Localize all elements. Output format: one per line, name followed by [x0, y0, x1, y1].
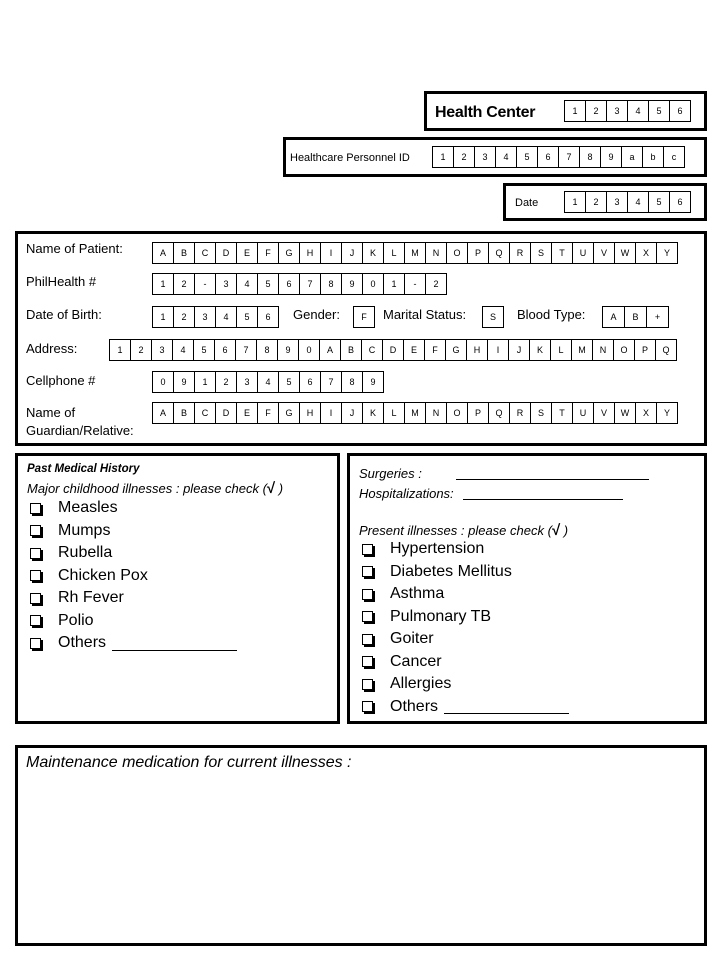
checkbox-icon[interactable] — [362, 656, 373, 667]
char-cell[interactable]: H — [299, 242, 321, 264]
illness-item — [360, 606, 569, 629]
char-cell[interactable]: 6 — [278, 273, 300, 295]
checkbox-icon[interactable] — [30, 548, 41, 559]
char-cell[interactable]: U — [572, 402, 594, 424]
checkbox-icon[interactable] — [30, 593, 41, 604]
gender-label: Gender: — [293, 307, 340, 322]
char-cell[interactable]: c — [663, 146, 685, 168]
char-cell[interactable]: C — [361, 339, 383, 361]
present-subtitle-text: Present illnesses : please check ( — [359, 523, 552, 538]
illness-item — [360, 561, 569, 584]
char-cell[interactable]: J — [508, 339, 530, 361]
personnel-id-box — [283, 137, 707, 177]
char-cell[interactable]: M — [404, 402, 426, 424]
char-cell[interactable]: W — [614, 402, 636, 424]
char-cell[interactable]: Q — [488, 402, 510, 424]
char-cell[interactable]: 7 — [558, 146, 580, 168]
char-cell[interactable]: E — [403, 339, 425, 361]
cellphone-label: Cellphone # — [26, 373, 96, 388]
char-cell[interactable]: P — [467, 242, 489, 264]
char-cell[interactable]: 0 — [298, 339, 320, 361]
illness-item — [360, 628, 569, 651]
char-cell[interactable]: - — [194, 273, 216, 295]
char-cell[interactable]: 3 — [236, 371, 258, 393]
char-cell[interactable]: O — [613, 339, 635, 361]
char-cell[interactable]: 1 — [432, 146, 454, 168]
char-cell[interactable]: 1 — [194, 371, 216, 393]
present-close-paren: ) — [560, 523, 569, 538]
dob-label: Date of Birth: — [26, 307, 102, 322]
char-cell[interactable]: I — [320, 242, 342, 264]
char-cell[interactable]: 6 — [669, 100, 691, 122]
char-cell[interactable]: 1 — [109, 339, 131, 361]
char-cell[interactable]: 4 — [236, 273, 258, 295]
char-cell[interactable]: 1 — [564, 100, 586, 122]
checkbox-icon[interactable] — [362, 544, 373, 555]
char-cell[interactable]: D — [382, 339, 404, 361]
char-cell[interactable]: 5 — [278, 371, 300, 393]
char-cell[interactable]: D — [215, 242, 237, 264]
past-history-close-paren: ) — [275, 481, 284, 496]
char-cell[interactable]: 0 — [152, 371, 174, 393]
char-cell[interactable]: 2 — [130, 339, 152, 361]
char-cell[interactable]: T — [551, 242, 573, 264]
char-cell[interactable]: 0 — [362, 273, 384, 295]
char-cell[interactable]: 2 — [173, 306, 195, 328]
char-cell[interactable]: 6 — [214, 339, 236, 361]
char-cell[interactable]: H — [299, 402, 321, 424]
illness-label: Measles — [58, 499, 118, 517]
char-cell[interactable]: 4 — [627, 191, 649, 213]
char-cell[interactable]: B — [173, 402, 195, 424]
char-cell[interactable]: 6 — [537, 146, 559, 168]
past-history-title: Past Medical History — [27, 463, 140, 475]
guardian-label-line1: Name of — [26, 405, 76, 420]
char-cell[interactable]: G — [278, 402, 300, 424]
char-cell[interactable]: a — [621, 146, 643, 168]
patient-name-label: Name of Patient: — [26, 241, 123, 256]
surgeries-line[interactable] — [456, 465, 649, 480]
check-mark-icon: √ — [266, 480, 276, 497]
char-cell[interactable]: 7 — [320, 371, 342, 393]
philhealth-label: PhilHealth # — [26, 274, 97, 289]
char-cell[interactable]: + — [646, 306, 669, 328]
char-cell[interactable]: F — [257, 402, 279, 424]
past-history-subtitle — [27, 481, 283, 496]
char-cell[interactable]: 4 — [627, 100, 649, 122]
char-cell[interactable]: H — [466, 339, 488, 361]
illness-label: Pulmonary TB — [390, 607, 492, 625]
char-cell[interactable]: 9 — [600, 146, 622, 168]
char-cell[interactable]: 2 — [215, 371, 237, 393]
health-center-label: Health Center — [435, 104, 536, 121]
char-cell[interactable]: B — [173, 242, 195, 264]
char-cell[interactable]: P — [467, 402, 489, 424]
char-cell[interactable]: 3 — [474, 146, 496, 168]
char-cell[interactable]: F — [353, 306, 375, 328]
char-cell[interactable]: 3 — [606, 191, 628, 213]
char-cell[interactable]: W — [614, 242, 636, 264]
char-cell[interactable]: I — [320, 402, 342, 424]
patient-info-box — [15, 231, 707, 446]
char-cell[interactable]: O — [446, 242, 468, 264]
char-cell[interactable]: M — [571, 339, 593, 361]
checkbox-icon[interactable] — [30, 638, 41, 649]
char-cell[interactable]: 1 — [152, 306, 174, 328]
present-illness-list — [360, 538, 569, 718]
char-cell[interactable]: 6 — [669, 191, 691, 213]
philhealth-cells[interactable] — [152, 273, 447, 295]
char-cell[interactable]: A — [602, 306, 625, 328]
blood-type-cells[interactable] — [602, 306, 669, 328]
char-cell[interactable]: V — [593, 402, 615, 424]
char-cell[interactable]: 5 — [648, 191, 670, 213]
char-cell[interactable]: 9 — [277, 339, 299, 361]
illness-item — [360, 651, 569, 674]
char-cell[interactable]: P — [634, 339, 656, 361]
char-cell[interactable]: 8 — [341, 371, 363, 393]
char-cell[interactable]: 9 — [362, 371, 384, 393]
illness-item — [28, 542, 237, 565]
char-cell[interactable]: 5 — [193, 339, 215, 361]
surgeries-row — [359, 465, 649, 480]
char-cell[interactable]: O — [446, 402, 468, 424]
char-cell[interactable]: 5 — [648, 100, 670, 122]
char-cell[interactable]: b — [642, 146, 664, 168]
char-cell[interactable]: L — [383, 402, 405, 424]
char-cell[interactable]: 1 — [383, 273, 405, 295]
cellphone-cells[interactable] — [152, 371, 384, 393]
char-cell[interactable]: 5 — [236, 306, 258, 328]
illness-label: Mumps — [58, 521, 111, 539]
illness-item — [360, 538, 569, 561]
illness-label: Asthma — [390, 585, 445, 603]
char-cell[interactable]: X — [635, 242, 657, 264]
char-cell[interactable]: 2 — [173, 273, 195, 295]
char-cell[interactable]: Q — [655, 339, 677, 361]
char-cell[interactable]: R — [509, 242, 531, 264]
date-box — [503, 183, 707, 221]
char-cell[interactable]: 7 — [299, 273, 321, 295]
marital-status-cells[interactable] — [482, 306, 504, 328]
char-cell[interactable]: J — [341, 402, 363, 424]
char-cell[interactable]: 4 — [215, 306, 237, 328]
char-cell[interactable]: 8 — [256, 339, 278, 361]
char-cell[interactable]: B — [624, 306, 647, 328]
illness-label: Others — [58, 634, 107, 652]
char-cell[interactable]: V — [593, 242, 615, 264]
char-cell[interactable]: B — [340, 339, 362, 361]
illness-item — [360, 696, 569, 719]
char-cell[interactable]: L — [383, 242, 405, 264]
guardian-cells[interactable] — [152, 402, 678, 424]
address-cells[interactable] — [109, 339, 677, 361]
char-cell[interactable]: 2 — [425, 273, 447, 295]
illness-item — [28, 520, 237, 543]
checkbox-icon[interactable] — [362, 611, 373, 622]
checkbox-icon[interactable] — [362, 566, 373, 577]
checkbox-icon[interactable] — [30, 570, 41, 581]
char-cell[interactable]: J — [341, 242, 363, 264]
address-label: Address: — [26, 341, 78, 356]
char-cell[interactable]: 1 — [564, 191, 586, 213]
check-mark-icon: √ — [551, 522, 561, 539]
char-cell[interactable]: A — [152, 242, 174, 264]
patient-name-cells[interactable] — [152, 242, 678, 264]
others-line[interactable] — [112, 636, 237, 651]
char-cell[interactable]: F — [424, 339, 446, 361]
char-cell[interactable]: 6 — [299, 371, 321, 393]
char-cell[interactable]: A — [319, 339, 341, 361]
char-cell[interactable]: Y — [656, 402, 678, 424]
illness-label: Allergies — [390, 675, 452, 693]
surgeries-label: Surgeries : — [359, 466, 422, 481]
char-cell[interactable]: 8 — [320, 273, 342, 295]
illness-label: Others — [390, 697, 439, 715]
checkbox-icon[interactable] — [362, 589, 373, 600]
checkbox-icon[interactable] — [30, 525, 41, 536]
char-cell[interactable]: 3 — [151, 339, 173, 361]
char-cell[interactable]: R — [509, 402, 531, 424]
health-center-cells[interactable] — [564, 100, 691, 122]
char-cell[interactable]: E — [236, 242, 258, 264]
char-cell[interactable]: Q — [488, 242, 510, 264]
char-cell[interactable]: S — [530, 242, 552, 264]
illness-label: Chicken Pox — [58, 566, 148, 584]
char-cell[interactable]: - — [404, 273, 426, 295]
char-cell[interactable]: C — [194, 242, 216, 264]
char-cell[interactable]: D — [215, 402, 237, 424]
illness-label: Rubella — [58, 544, 113, 562]
char-cell[interactable]: 8 — [579, 146, 601, 168]
date-label: Date — [515, 197, 539, 209]
illness-item — [360, 583, 569, 606]
present-illnesses-box — [347, 453, 707, 724]
health-center-box — [424, 91, 707, 131]
char-cell[interactable]: K — [362, 242, 384, 264]
maintenance-medication-box[interactable] — [15, 745, 707, 946]
checkbox-icon[interactable] — [362, 679, 373, 690]
past-history-subtitle-text: Major childhood illnesses : please check ( — [27, 481, 267, 496]
hospitalizations-line[interactable] — [463, 485, 623, 500]
checkbox-icon[interactable] — [362, 701, 373, 712]
char-cell[interactable]: C — [194, 402, 216, 424]
char-cell[interactable]: U — [572, 242, 594, 264]
hospitalizations-label: Hospitalizations: — [359, 486, 454, 501]
char-cell[interactable]: E — [236, 402, 258, 424]
char-cell[interactable]: 4 — [172, 339, 194, 361]
illness-label: Diabetes Mellitus — [390, 562, 512, 580]
illness-item — [360, 673, 569, 696]
guardian-label-line2: Guardian/Relative: — [26, 423, 134, 438]
dob-cells[interactable] — [152, 306, 279, 328]
blood-type-label: Blood Type: — [517, 307, 586, 322]
illness-label: Polio — [58, 611, 94, 629]
char-cell[interactable]: F — [257, 242, 279, 264]
past-medical-history-box — [15, 453, 340, 724]
char-cell[interactable]: T — [551, 402, 573, 424]
char-cell[interactable]: Y — [656, 242, 678, 264]
char-cell[interactable]: K — [362, 402, 384, 424]
childhood-illness-list — [28, 497, 237, 655]
date-cells[interactable] — [564, 191, 691, 213]
char-cell[interactable]: 5 — [257, 273, 279, 295]
hospitalizations-row — [359, 485, 623, 500]
others-line[interactable] — [444, 699, 569, 714]
illness-item — [28, 565, 237, 588]
char-cell[interactable]: I — [487, 339, 509, 361]
marital-status-label: Marital Status: — [383, 307, 467, 322]
char-cell[interactable]: 7 — [235, 339, 257, 361]
char-cell[interactable]: 2 — [585, 191, 607, 213]
checkbox-icon[interactable] — [30, 503, 41, 514]
illness-label: Rh Fever — [58, 589, 124, 607]
present-subtitle — [359, 523, 568, 538]
char-cell[interactable]: 5 — [516, 146, 538, 168]
char-cell[interactable]: N — [592, 339, 614, 361]
char-cell[interactable]: M — [404, 242, 426, 264]
char-cell[interactable]: 1 — [152, 273, 174, 295]
char-cell[interactable]: 4 — [257, 371, 279, 393]
illness-item — [28, 497, 237, 520]
char-cell[interactable]: 9 — [173, 371, 195, 393]
illness-label: Cancer — [390, 652, 442, 670]
char-cell[interactable]: L — [550, 339, 572, 361]
char-cell[interactable]: 6 — [257, 306, 279, 328]
char-cell[interactable]: 3 — [194, 306, 216, 328]
char-cell[interactable]: 4 — [495, 146, 517, 168]
char-cell[interactable]: 3 — [215, 273, 237, 295]
char-cell[interactable]: A — [152, 402, 174, 424]
char-cell[interactable]: K — [529, 339, 551, 361]
char-cell[interactable]: S — [530, 402, 552, 424]
char-cell[interactable]: G — [445, 339, 467, 361]
illness-item — [28, 610, 237, 633]
char-cell[interactable]: 2 — [585, 100, 607, 122]
char-cell[interactable]: N — [425, 242, 447, 264]
personnel-id-cells[interactable] — [432, 146, 685, 168]
checkbox-icon[interactable] — [30, 615, 41, 626]
char-cell[interactable]: 2 — [453, 146, 475, 168]
char-cell[interactable]: S — [482, 306, 504, 328]
illness-item — [28, 632, 237, 655]
maintenance-label: Maintenance medication for current illnesses : — [26, 754, 352, 771]
char-cell[interactable]: X — [635, 402, 657, 424]
illness-item — [28, 587, 237, 610]
gender-cells[interactable] — [353, 306, 375, 328]
personnel-id-label: Healthcare Personnel ID — [290, 152, 410, 164]
checkbox-icon[interactable] — [362, 634, 373, 645]
char-cell[interactable]: 9 — [341, 273, 363, 295]
illness-label: Hypertension — [390, 540, 485, 558]
char-cell[interactable]: N — [425, 402, 447, 424]
char-cell[interactable]: G — [278, 242, 300, 264]
illness-label: Goiter — [390, 630, 434, 648]
char-cell[interactable]: 3 — [606, 100, 628, 122]
